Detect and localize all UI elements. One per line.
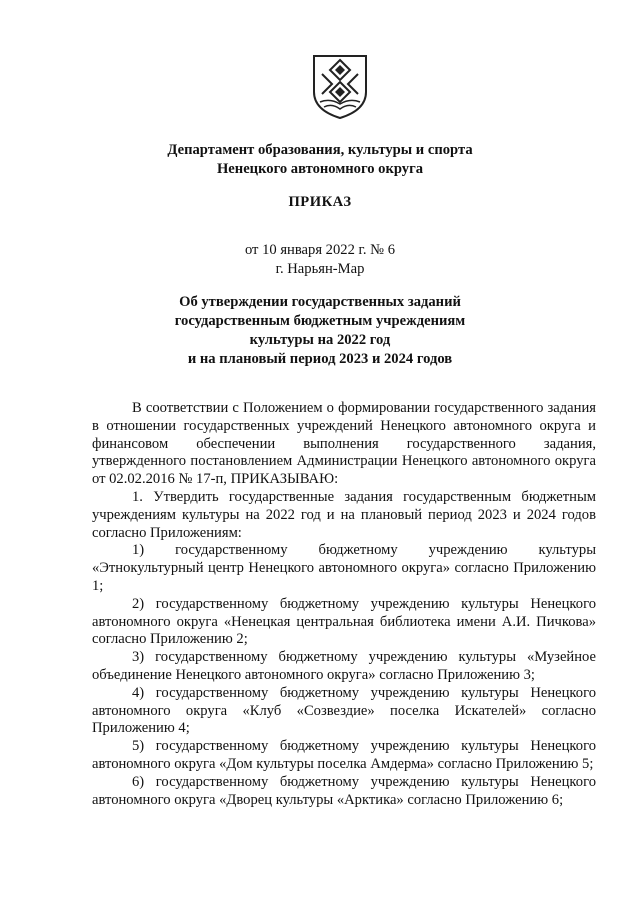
subitem-paragraph: 3) государственному бюджетному учреждению культуры «Музейное объединение Ненецкого автономного округа» согласно Приложению 3; xyxy=(92,649,596,683)
subitem-paragraph: 5) государственному бюджетному учреждению культуры Ненецкого автономного округа «Дом культуры поселка Амдерма» согласно Приложению 5; xyxy=(92,738,596,772)
document-type: ПРИКАЗ xyxy=(288,194,352,210)
subitem-paragraph: 1) государственному бюджетному учреждению культуры «Этнокультурный центр Ненецкого автономного округа» согласно Приложению 1; xyxy=(92,542,596,594)
heading-line-4: и на плановый период 2023 и 2024 годов xyxy=(187,351,453,367)
heading-line-3: культуры на 2022 год xyxy=(249,332,391,348)
department-line-2: Ненецкого автономного округа xyxy=(216,161,424,177)
document-date: от 10 января 2022 г. № 6 xyxy=(244,242,396,258)
heading-line-2: государственным бюджетным учреждениям xyxy=(174,313,466,329)
document-heading xyxy=(0,293,640,369)
preamble-paragraph: В соответствии с Положением о формировании государственного задания в отношении государственных учреждений Ненецкого автономного округа и финансовом обеспечении выполнения государственного задания, утвержденного постановлением Администрации Ненецкого автономного округа от 02.02.2016 № 17-п, ПРИКАЗЫВАЮ: xyxy=(92,400,596,488)
document-body xyxy=(92,400,596,809)
subitem-paragraph: 2) государственному бюджетному учреждению культуры Ненецкого автономного округа «Ненецкая центральная библиотека имени А.И. Пичкова» согласно Приложению 2; xyxy=(92,595,596,648)
document-place: г. Нарьян-Мар xyxy=(275,261,365,277)
heading-line-1: Об утверждении государственных заданий xyxy=(179,294,461,310)
department-line-1: Департамент образования, культуры и спорта xyxy=(167,142,473,158)
subitem-paragraph: 4) государственному бюджетному учреждению культуры Ненецкого автономного округа «Клуб «Созвездие» поселка Искателей» согласно Приложению 4; xyxy=(92,684,596,737)
document-meta xyxy=(0,241,640,279)
item-1-paragraph: 1. Утвердить государственные задания государственным бюджетным учреждениям культуры на 2022 год и на плановый период 2023 и 2024 годов согласно Приложениям: xyxy=(92,488,596,541)
department-name xyxy=(0,141,640,179)
coat-of-arms-icon xyxy=(310,52,370,120)
subitem-paragraph: 6) государственному бюджетному учреждению культуры Ненецкого автономного округа «Дворец культуры «Арктика» согласно Приложению 6; xyxy=(92,773,596,808)
